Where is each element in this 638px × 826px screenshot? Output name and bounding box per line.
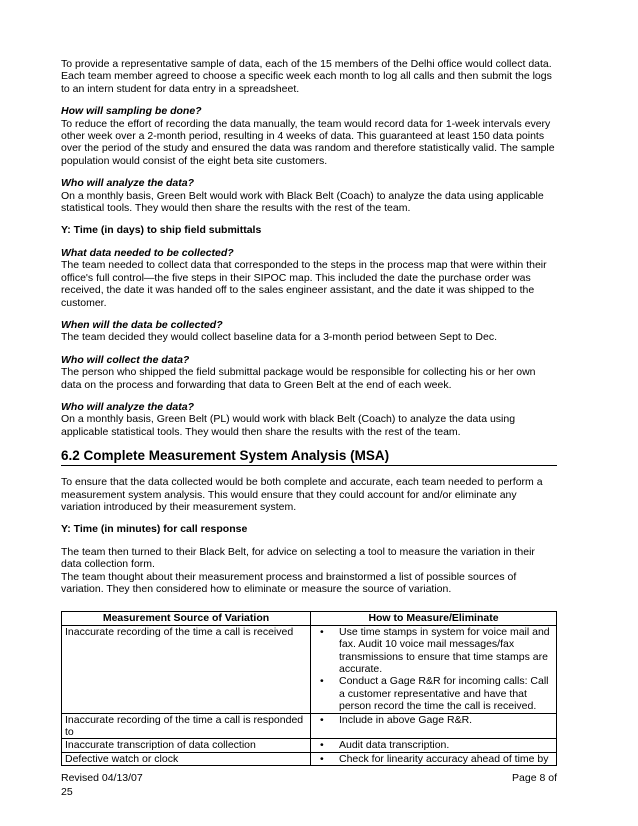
question-what-data: What data needed to be collected? [61, 246, 234, 259]
list-item: • Check for linearity accuracy ahead of time by [314, 753, 553, 765]
table-row [62, 739, 557, 752]
page-number: Page 8 of [512, 772, 557, 784]
answer-analyze-1: On a monthly basis, Green Belt would work with Black Belt (Coach) to analyze the data using applicable statistical tools. They would then share the results with the rest of the team. [61, 189, 544, 215]
msa-paragraph-1: The team then turned to their Black Belt, for advice on selecting a tool to measure the variation in their data collection form. [61, 545, 535, 571]
table-cell-measure [311, 713, 557, 739]
intro-paragraph: To provide a representative sample of data, each of the 15 members of the Delhi office would collect data. Each team member agreed to choose a specific week each month to log all calls and then submit the logs to an intern student for data entry in a spreadsheet. [61, 58, 552, 95]
y-ship-submittals: Y: Time (in days) to ship field submittals [61, 224, 262, 237]
table-cell-source: Inaccurate recording of the time a call is received [62, 625, 311, 713]
table-row [62, 713, 557, 739]
question-analyze-2: Who will analyze the data? [61, 400, 195, 413]
table-cell-measure [311, 752, 557, 765]
table-header-source: Measurement Source of Variation [62, 612, 311, 625]
table-cell-source: Defective watch or clock [62, 752, 311, 765]
question-who-collect: Who will collect the data? [61, 353, 190, 366]
answer-who-collect: The person who shipped the field submittal package would be responsible for collecting his or her own data on the process and forwarding that data to Green Belt at the end of each week. [61, 366, 536, 391]
page-footer [61, 771, 557, 799]
answer-what-data: The team needed to collect data that corresponded to the steps in the process map that were within their office's full control—the five steps in their SIPOC map. This included the date the purchase order was received, the date it was handed off to the sales engineer assistant, and the date it was shipped to the customer. [61, 259, 547, 309]
question-analyze-1: Who will analyze the data? [61, 177, 195, 190]
revised-date: Revised 04/13/07 [61, 772, 143, 784]
table-row [62, 625, 557, 713]
variation-table [61, 611, 557, 766]
list-item: • Conduct a Gage R&R for incoming calls: Call a customer representative and have that person record the time the call is received. [314, 675, 553, 712]
list-item: • Include in above Gage R&R. [314, 714, 553, 726]
page-total: 25 [61, 786, 73, 798]
table-cell-measure [311, 625, 557, 713]
table-cell-measure [311, 739, 557, 752]
msa-paragraph-2: The team thought about their measurement process and brainstormed a list of possible sources of variation. They then considered how to eliminate or measure the source of variation. [61, 570, 517, 595]
document-body [61, 58, 557, 766]
answer-analyze-2: On a monthly basis, Green Belt (PL) would work with black Belt (Coach) to analyze the data using applicable statistical tools. They would then share the results with the rest of the team. [61, 413, 516, 438]
msa-intro: To ensure that the data collected would be both complete and accurate, each team needed to perform a measurement system analysis. This would ensure that they could account for and/or eliminate any variation introduced by their measurement system. [61, 476, 543, 513]
table-header-measure: How to Measure/Eliminate [311, 612, 557, 625]
answer-sampling: To reduce the effort of recording the data manually, the team would record data for 1-week intervals every other week over a 2-month period, resulting in 4 weeks of data. This guaranteed at least 150 data points over the period of the study and ensured the data was random and therefore statistically valid. The sample population would consist of the eight beta site customers. [61, 117, 555, 167]
table-cell-source: Inaccurate transcription of data collection [62, 739, 311, 752]
list-item: • Audit data transcription. [314, 739, 553, 751]
table-cell-source: Inaccurate recording of the time a call is responded to [62, 713, 311, 739]
answer-when: The team decided they would collect baseline data for a 3-month period between Sept to Dec. [61, 331, 498, 344]
y-call-response: Y: Time (in minutes) for call response [61, 523, 248, 536]
list-item: • Use time stamps in system for voice mail and fax. Audit 10 voice mail messages/fax transmissions to ensure that time stamps are accurate. [314, 626, 553, 676]
table-row [62, 752, 557, 765]
section-heading: 6.2 Complete Measurement System Analysis (MSA) [61, 448, 557, 466]
table-header-row [62, 612, 557, 625]
question-when: When will the data be collected? [61, 318, 223, 331]
question-sampling: How will sampling be done? [61, 105, 202, 118]
